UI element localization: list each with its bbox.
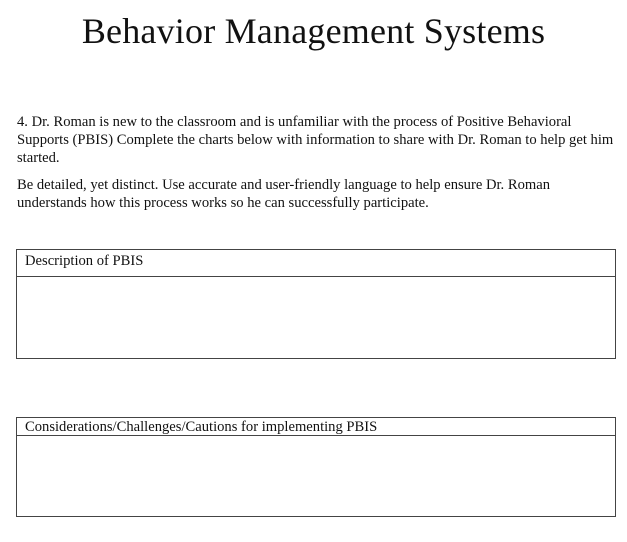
question-paragraph: 4. Dr. Roman is new to the classroom and is unfamiliar with the process of Positive Behavioral Supports (PBIS) Complete the charts below with information to share with Dr. Roman to help get him started. (17, 114, 614, 166)
instruction-paragraph: Be detailed, yet distinct. Use accurate and user-friendly language to help ensure Dr. Roman understands how this process works so he can successfully participate. (17, 177, 551, 211)
pbis-considerations-header: Considerations/Challenges/Cautions for implementing PBIS (17, 418, 615, 436)
pbis-description-chart (16, 249, 616, 359)
pbis-considerations-chart (16, 417, 616, 517)
document-title: Behavior Management Systems (81, 11, 546, 51)
pbis-description-header: Description of PBIS (17, 250, 615, 277)
pbis-description-response-area[interactable] (17, 277, 615, 358)
pbis-considerations-response-area[interactable] (17, 436, 615, 516)
